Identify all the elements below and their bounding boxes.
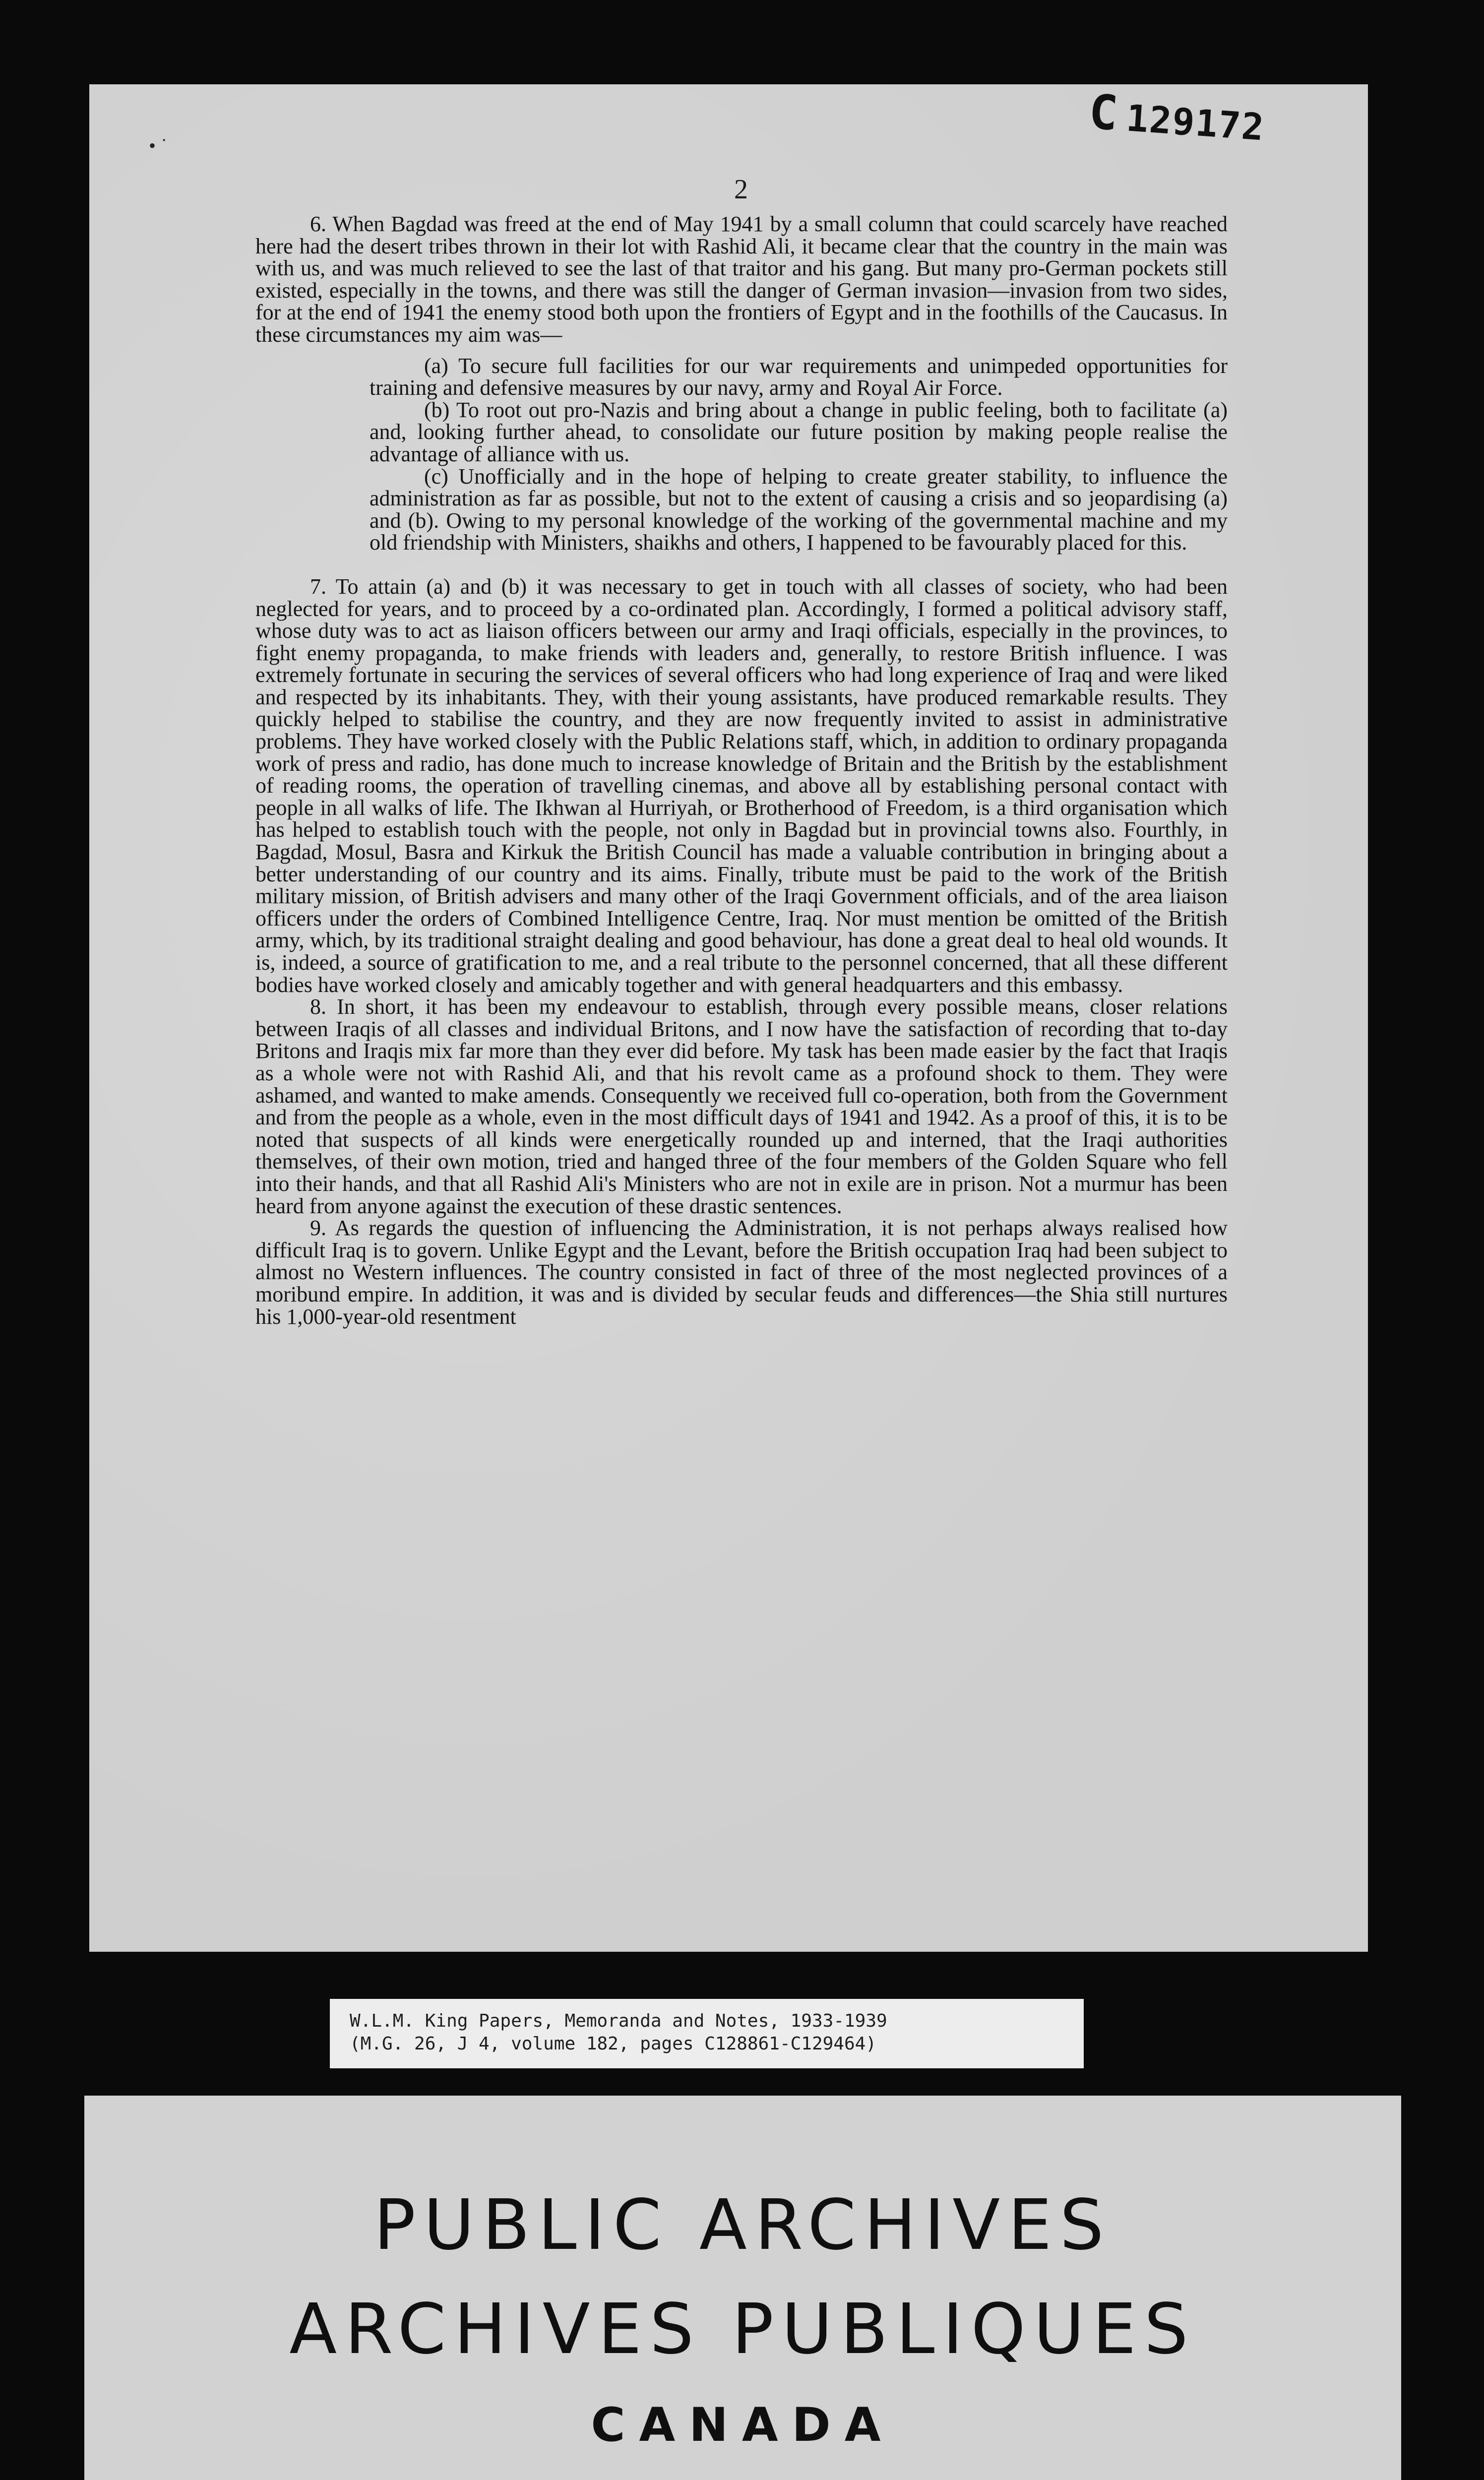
- aim-clause-c: (c) Unofficially and in the hope of helping to create greater stability, to influence the administration as far as possible, but not to the extent of causing a crisis and so jeopardising (a) and (b). Owing to my personal knowledge of the working of the governmental machine and my old friendship with Ministers, shaikhs and others, I happened to be favourably placed for this.: [370, 464, 1228, 555]
- page-number: 2: [734, 174, 748, 205]
- banner-english: PUBLIC ARCHIVES: [373, 2185, 1112, 2266]
- memorandum-body: [255, 213, 1228, 1328]
- paragraph-9: 9. As regards the question of influencing the Administration, it is not perhaps always realised how difficult Iraq is to govern. Unlike Egypt and the Levant, before the British occupation Iraq had been subject to almost no Western influences. The country consisted in fact of three of the most neglected provinces of a moribund empire. In addition, it was and is divided by secular feuds and differences—the Shia still nurtures his 1,000-year-old resentment: [255, 1216, 1228, 1329]
- reference-line-1: W.L.M. King Papers, Memoranda and Notes, 1933-1939: [350, 2011, 887, 2031]
- banner-french: ARCHIVES PUBLIQUES: [289, 2289, 1196, 2370]
- reference-line-2: (M.G. 26, J 4, volume 182, pages C128861-C129464): [350, 2034, 877, 2054]
- aims-list: [305, 355, 1228, 554]
- aim-clause-a: (a) To secure full facilities for our war requirements and unimpeded opportunities for training and defensive measures by our navy, army and Royal Air Force.: [370, 353, 1228, 400]
- banner-country: CANADA: [591, 2398, 895, 2452]
- archive-reference-label: [330, 1999, 1084, 2068]
- stamp-prefix: C: [1087, 84, 1120, 141]
- paragraph-8: 8. In short, it has been my endeavour to establish, through every possible means, closer relations between Iraqis of all classes and individual Britons, and I now have the satisfaction of recording that to-day Britons and Iraqis mix far more than they ever did before. My task has been made easier by the fact that Iraqis as a whole were not with Rashid Ali, and that his revolt came as a profound shock to them. They were ashamed, and wanted to make amends. Consequently we received full co-operation, both from the Government and from the people as a whole, even in the most difficult days of 1941 and 1942. As a proof of this, it is to be noted that suspects of all kinds were energetically rounded up and interned, that the Iraqi authorities themselves, of their own motion, tried and hanged three of the four members of the Golden Square who fell into their hands, and that all Rashid Ali's Ministers who are not in exile are in prison. Not a murmur has been heard from anyone against the execution of these drastic sentences.: [255, 994, 1228, 1218]
- aim-clause-b: (b) To root out pro-Nazis and bring about a change in public feeling, both to facilitate (a) and, looking further ahead, to consolidate our future position by making people realise the advantage of alliance with us.: [370, 397, 1228, 466]
- paragraph-7: 7. To attain (a) and (b) it was necessary to get in touch with all classes of society, who had been neglected for years, and to proceed by a co-ordinated plan. Accordingly, I formed a political advisory staff, whose duty was to act as liaison officers between our army and Iraqi officials, especially in the provinces, to fight enemy propaganda, to make friends with leaders and, generally, to restore British influence. I was extremely fortunate in securing the services of several officers who had long experience of Iraq and were liked and respected by its inhabitants. They, with their young assistants, have produced remarkable results. They quickly helped to stabilise the country, and they are now frequently invited to assist in administrative problems. They have worked closely with the Public Relations staff, which, in addition to ordinary propaganda work of press and radio, has done much to increase knowledge of Britain and the British by the establishment of reading rooms, the operation of travelling cinemas, and above all by establishing personal contact with people in all walks of life. The Ikhwan al Hurriyah, or Brotherhood of Freedom, is a third organisation which has helped to establish touch with the people, not only in Bagdad but in provincial towns also. Fourthly, in Bagdad, Mosul, Basra and Kirkuk the British Council has made a valuable contribution in bringing about a better understanding of our country and its aims. Finally, tribute must be paid to the work of the British military mission, of British advisers and many other of the Iraqi Government officials, and of the area liaison officers under the orders of Combined Intelligence Centre, Iraq. Nor must mention be omitted of the British army, which, by its traditional straight dealing and good behaviour, has done a great deal to heal old wounds. It is, indeed, a source of gratification to me, and a real tribute to the personnel concerned, that all these different bodies have worked closely and amicably together and with general headquarters and this embassy.: [255, 574, 1228, 997]
- public-archives-banner: [84, 2096, 1401, 2480]
- paragraph-6: 6. When Bagdad was freed at the end of May 1941 by a small column that could scarcely have reached here had the desert tribes thrown in their lot with Rashid Ali, it became clear that the country in the main was with us, and was much relieved to see the last of that traitor and his gang. But many pro-German pockets still existed, especially in the towns, and there was still the danger of German invasion—invasion from two sides, for at the end of 1941 the enemy stood both upon the frontiers of Egypt and in the foothills of the Caucasus. In these circumstances my aim was—: [255, 212, 1228, 347]
- scan-specks: • ˙: [149, 134, 168, 157]
- stamp-number: 129172: [1124, 97, 1266, 149]
